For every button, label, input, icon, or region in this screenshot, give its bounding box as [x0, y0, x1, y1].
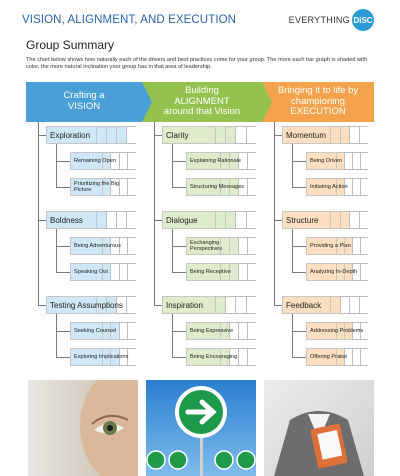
bar-cell: [225, 296, 235, 314]
bar-cell: [247, 152, 256, 170]
tree-branch: [56, 187, 70, 188]
tree-sub-trunk: [172, 144, 173, 187]
tree-branch: [274, 135, 282, 136]
tree-branch: [292, 272, 306, 273]
tree-branch: [154, 305, 162, 306]
tree-branch: [172, 357, 186, 358]
tree-branch: [154, 135, 162, 136]
column-header-line: championing: [291, 95, 345, 107]
bar-cell: [116, 126, 126, 144]
practice-label: Prioritizing the Big Picture: [74, 180, 120, 193]
column-header-3: [262, 82, 374, 122]
bar-cell: [247, 348, 256, 366]
tree-sub-trunk: [292, 314, 293, 357]
tree-branch: [292, 161, 306, 162]
practice-bar-providing-a-plan: [306, 237, 368, 255]
practice-label: Structuring Messages: [190, 183, 245, 190]
column-header-text: [278, 86, 358, 118]
tree-sub-trunk: [292, 144, 293, 187]
practice-bar-exchanging-perspectives: [186, 237, 256, 255]
bar-cell: [340, 296, 349, 314]
column-header-line: Crafting a: [63, 90, 105, 102]
tree-sub-trunk: [56, 229, 57, 272]
bar-cell: [215, 296, 225, 314]
column-arrow: [262, 82, 272, 122]
chart-description: The chart below shows how naturally each of the drivers and best practices come for your group. The more each bar graph is shaded with color, the more natural inclination your group has in that area of leadership.: [26, 57, 367, 71]
practice-label: Analyzing In-Depth: [310, 268, 358, 275]
bar-cell: [215, 211, 225, 229]
practice-bar-being-driven: [306, 152, 368, 170]
bar-cell: [330, 126, 339, 144]
practice-bar-analyzing-in-depth: [306, 263, 368, 281]
practice-bar-exploring-implications: [70, 348, 136, 366]
tree-sub-trunk: [172, 314, 173, 357]
bar-cell: [235, 296, 245, 314]
tree-branch: [154, 220, 162, 221]
tree-branch: [274, 305, 282, 306]
practice-label: Seeking Counsel: [74, 327, 117, 334]
bar-cell: [235, 211, 245, 229]
practice-label: Being Driven: [310, 157, 343, 164]
practice-bar-being-encouraging: [186, 348, 256, 366]
green-arrow-signs-photo: [146, 380, 256, 476]
bar-cell: [235, 126, 245, 144]
tree-branch: [38, 305, 46, 306]
column-header-text: [164, 86, 240, 118]
tree-branch: [172, 161, 186, 162]
document-title: VISION, ALIGNMENT, AND EXECUTION: [22, 14, 237, 26]
practice-label: Being Receptive: [190, 268, 231, 275]
practice-bar-being-expressive: [186, 322, 256, 340]
everything-disc-logo: [289, 9, 374, 31]
practice-bar-remaining-open: [70, 152, 136, 170]
practice-label: Remaining Open: [74, 157, 116, 164]
bar-cell: [330, 211, 339, 229]
tree-branch: [56, 357, 70, 358]
tree-branch: [292, 357, 306, 358]
practice-bar-initiating-action: [306, 178, 368, 196]
tree-branch: [292, 331, 306, 332]
bar-cell: [225, 211, 235, 229]
tree-branch: [56, 331, 70, 332]
bar-cell: [247, 178, 256, 196]
tree-branch: [56, 272, 70, 273]
practice-bar-addressing-problems: [306, 322, 368, 340]
eye-closeup-photo: [28, 380, 138, 476]
bar-cell: [126, 126, 136, 144]
practice-bar-explaining-rationale: [186, 152, 256, 170]
bar-cell: [96, 126, 106, 144]
column-header-line: Bringing it to life by: [277, 85, 359, 97]
driver-label: Inspiration: [166, 300, 203, 310]
bar-cell: [247, 237, 256, 255]
driver-bar-clarity: [162, 126, 256, 144]
practice-bar-being-receptive: [186, 263, 256, 281]
column-header-line: EXECUTION: [290, 106, 346, 118]
bar-cell: [330, 296, 339, 314]
bar-cell: [349, 211, 358, 229]
bar-cell: [215, 126, 225, 144]
driver-label: Feedback: [286, 300, 322, 310]
bar-cell: [96, 211, 106, 229]
practice-label: Initiating Action: [310, 183, 348, 190]
bar-cell: [247, 322, 256, 340]
tree-branch: [38, 135, 46, 136]
driver-label: Testing Assumptions: [50, 300, 123, 310]
driver-label: Clarity: [166, 130, 189, 140]
tree-branch: [292, 246, 306, 247]
bar-cell: [225, 126, 235, 144]
bar-cell: [246, 126, 256, 144]
column-header-line: VISION: [67, 101, 101, 112]
tree-sub-trunk: [56, 314, 57, 357]
driver-bar-exploration: [46, 126, 136, 144]
tree-trunk: [38, 122, 39, 305]
tree-trunk: [274, 122, 275, 305]
bar-cell: [359, 296, 368, 314]
tree-branch: [172, 187, 186, 188]
tree-branch: [274, 220, 282, 221]
tree-sub-trunk: [56, 144, 57, 187]
bar-cell: [349, 296, 358, 314]
logo-text: EVERYTHING: [288, 15, 350, 25]
driver-label: Dialogue: [166, 215, 198, 225]
tree-branch: [38, 220, 46, 221]
driver-label: Structure: [286, 215, 319, 225]
bar-cell: [126, 296, 136, 314]
driver-label: Exploration: [50, 130, 91, 140]
tree-branch: [172, 272, 186, 273]
practice-bar-seeking-counsel: [70, 322, 136, 340]
bar-cell: [359, 211, 368, 229]
column-header-line: ALIGNMENT: [174, 95, 230, 107]
driver-bar-inspiration: [162, 296, 256, 314]
tree-branch: [172, 331, 186, 332]
practice-label: Being Adventurous: [74, 242, 121, 249]
column-arrow: [142, 82, 152, 122]
bar-cell: [116, 211, 126, 229]
bar-cell: [246, 211, 256, 229]
bar-cell: [106, 211, 116, 229]
practice-label: Providing a Plan: [310, 242, 351, 249]
driver-label: Momentum: [286, 130, 327, 140]
tree-sub-trunk: [172, 229, 173, 272]
bar-cell: [246, 296, 256, 314]
bar-cell: [126, 211, 136, 229]
logo-badge: DiSC: [352, 9, 374, 31]
bar-cell: [340, 126, 349, 144]
driver-bar-boldness: [46, 211, 136, 229]
bar-cell: [106, 126, 116, 144]
tree-branch: [172, 246, 186, 247]
practice-label: Being Encouraging: [190, 353, 238, 360]
tree-trunk: [154, 122, 155, 305]
practice-label: Addressing Problems: [310, 327, 364, 334]
column-header-line: around that Vision: [163, 106, 241, 118]
practice-label: Exchanging Perspectives: [190, 239, 223, 252]
practice-label: Exploring Implications: [74, 353, 129, 360]
driver-bar-dialogue: [162, 211, 256, 229]
practice-label: Explaining Rationale: [190, 157, 241, 164]
tree-branch: [56, 246, 70, 247]
tree-branch: [56, 161, 70, 162]
practice-bar-structuring-messages: [186, 178, 256, 196]
driver-bar-structure: [282, 211, 368, 229]
bar-cell: [349, 126, 358, 144]
practice-label: Speaking Out: [74, 268, 108, 275]
driver-label: Boldness: [50, 215, 83, 225]
practice-bar-offering-praise: [306, 348, 368, 366]
businessperson-clipboard-photo: [264, 380, 374, 476]
bar-cell: [340, 211, 349, 229]
column-header-text: [63, 91, 104, 112]
practice-bar-prioritizing-the-big-picture: [70, 178, 136, 196]
column-header-1: [26, 82, 142, 122]
practice-bar-being-adventurous: [70, 237, 136, 255]
practice-bar-speaking-out: [70, 263, 136, 281]
tree-sub-trunk: [292, 229, 293, 272]
practice-label: Being Expressive: [190, 327, 234, 334]
column-header-2: [142, 82, 262, 122]
column-header-line: Building: [185, 85, 219, 97]
practice-label: Offering Praise: [310, 353, 348, 360]
driver-bar-testing-assumptions: [46, 296, 136, 314]
bar-cell: [359, 126, 368, 144]
driver-bar-feedback: [282, 296, 368, 314]
section-title: Group Summary: [26, 38, 115, 52]
tree-branch: [292, 187, 306, 188]
driver-bar-momentum: [282, 126, 368, 144]
bar-cell: [247, 263, 256, 281]
